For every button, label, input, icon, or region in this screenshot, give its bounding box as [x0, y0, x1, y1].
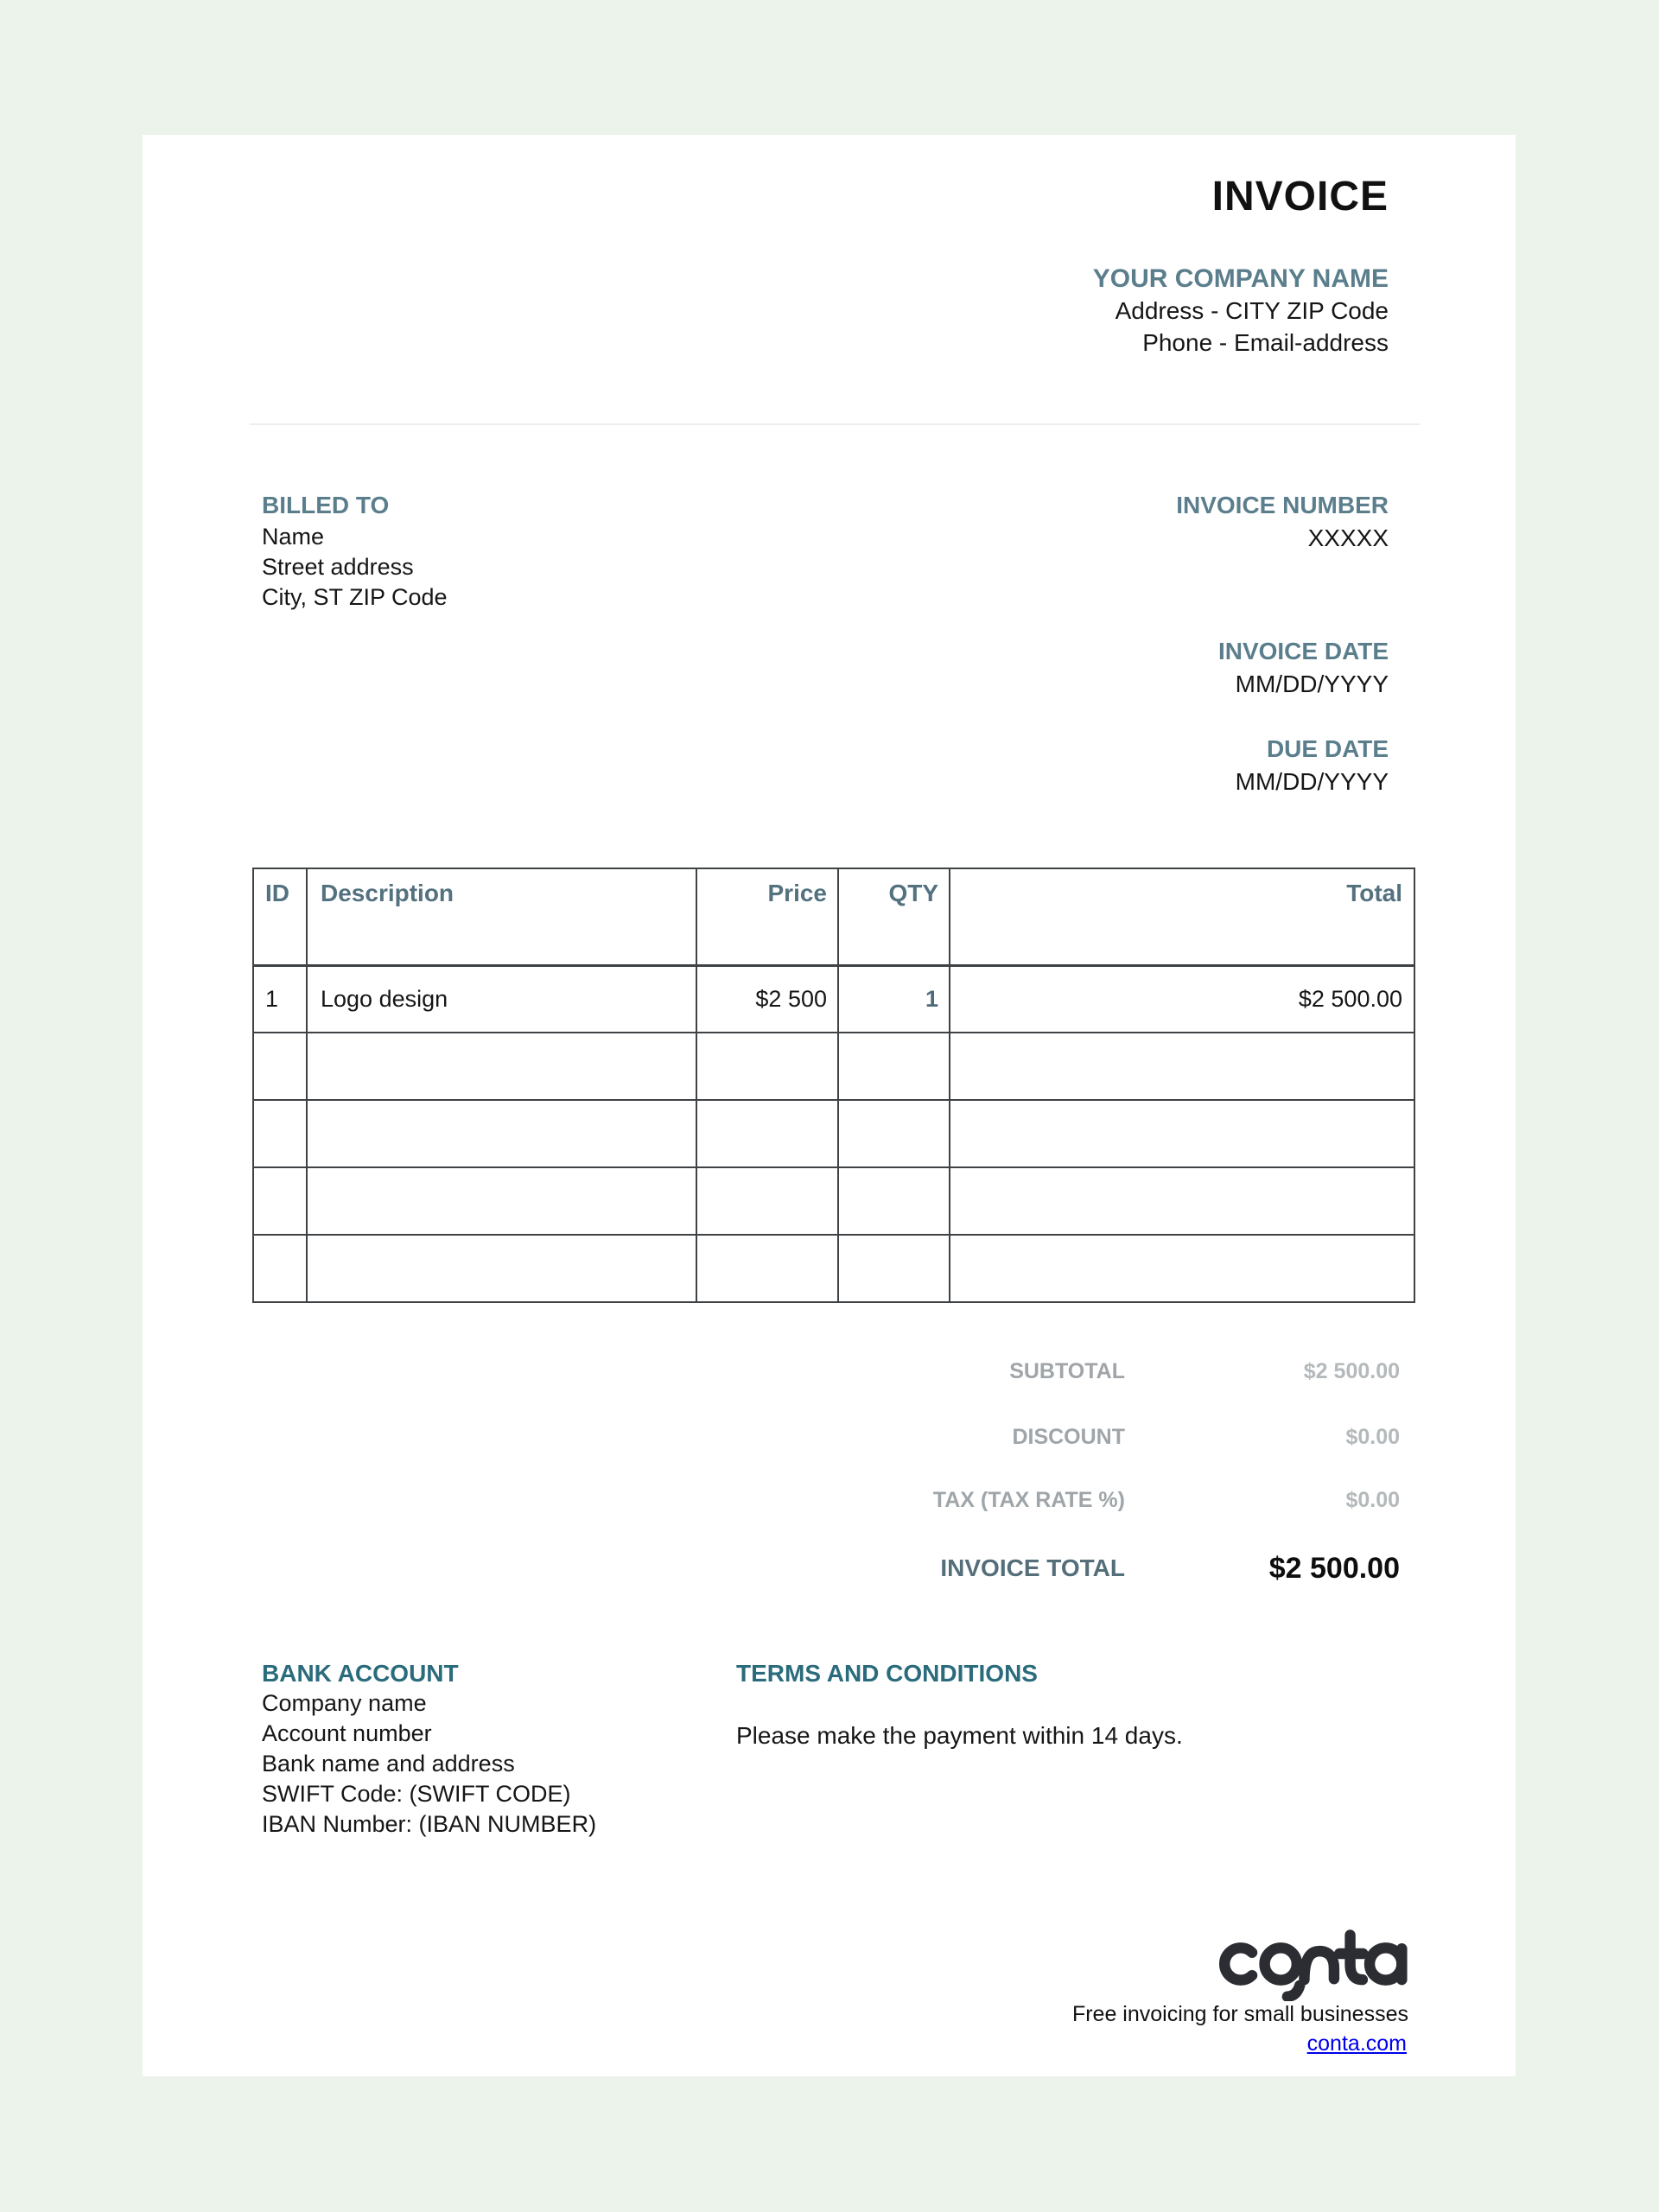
- item-price: [696, 1167, 838, 1235]
- item-total: [950, 1100, 1414, 1167]
- item-id: [253, 1033, 307, 1100]
- bank-iban-number: IBAN Number: (IBAN NUMBER): [262, 1811, 597, 1837]
- conta-logo: [1218, 1925, 1408, 2001]
- terms-text: Please make the payment within 14 days.: [736, 1722, 1183, 1749]
- column-header-price: Price: [696, 868, 838, 965]
- invoice-total-label: INVOICE TOTAL: [940, 1554, 1125, 1581]
- column-header-total: Total: [950, 868, 1414, 965]
- item-price: $2 500: [696, 965, 838, 1033]
- item-id: [253, 1100, 307, 1167]
- item-price: [696, 1235, 838, 1302]
- invoice-total-value: $2 500.00: [1268, 1551, 1400, 1585]
- table-row: [253, 1235, 1414, 1302]
- conta-logo-icon: [1218, 1925, 1408, 2001]
- footer-tagline: Free invoicing for small businesses: [1071, 2002, 1408, 2026]
- item-qty: 1: [838, 965, 950, 1033]
- invoice-date-label: INVOICE DATE: [1217, 638, 1389, 664]
- item-id: [253, 1235, 307, 1302]
- item-total: [950, 1033, 1414, 1100]
- invoice-date-value: MM/DD/YYYY: [1235, 671, 1389, 697]
- bank-account-number: Account number: [262, 1720, 432, 1746]
- invoice-number-value: XXXXX: [1307, 524, 1389, 551]
- item-description: [307, 1167, 696, 1235]
- billed-to-name: Name: [262, 524, 325, 550]
- item-description: [307, 1235, 696, 1302]
- company-address: Address - CITY ZIP Code: [1115, 297, 1389, 324]
- item-description: [307, 1100, 696, 1167]
- discount-value: $0.00: [1345, 1424, 1400, 1449]
- item-total: [950, 1167, 1414, 1235]
- billed-to-block: [262, 489, 448, 613]
- subtotal-label: SUBTOTAL: [1009, 1358, 1125, 1383]
- due-date-label: DUE DATE: [1266, 735, 1389, 762]
- invoice-number-label: INVOICE NUMBER: [1176, 492, 1389, 518]
- company-block: [1093, 263, 1389, 359]
- column-header-description: Description: [307, 868, 696, 965]
- invoice-total-row: [449, 1548, 1400, 1588]
- item-qty: [838, 1100, 950, 1167]
- item-qty: [838, 1235, 950, 1302]
- item-description: [307, 1033, 696, 1100]
- item-qty: [838, 1167, 950, 1235]
- invoice-title: INVOICE: [1211, 174, 1389, 219]
- bank-account-block: [262, 1659, 596, 1840]
- header-divider: [250, 423, 1421, 425]
- billed-to-label: BILLED TO: [262, 492, 390, 518]
- item-description: Logo design: [307, 965, 696, 1033]
- bank-company-name: Company name: [262, 1690, 427, 1716]
- terms-heading: TERMS AND CONDITIONS: [736, 1660, 1038, 1687]
- bank-swift-code: SWIFT Code: (SWIFT CODE): [262, 1781, 571, 1807]
- billed-to-street: Street address: [262, 554, 414, 580]
- items-header-row: [253, 868, 1414, 965]
- tax-label: TAX (TAX RATE %): [932, 1487, 1125, 1512]
- company-contact: Phone - Email-address: [1142, 329, 1389, 356]
- item-qty: [838, 1033, 950, 1100]
- table-row: [253, 1100, 1414, 1167]
- footer-link-wrap: [1307, 2031, 1407, 2056]
- billed-to-city: City, ST ZIP Code: [262, 584, 448, 610]
- column-header-qty: QTY: [838, 868, 950, 965]
- summary-row: [449, 1487, 1400, 1513]
- invoice-date-block: [1218, 635, 1389, 701]
- table-row: [253, 1167, 1414, 1235]
- due-date-value: MM/DD/YYYY: [1235, 768, 1389, 795]
- due-date-block: [1236, 733, 1389, 798]
- bank-name-address: Bank name and address: [262, 1751, 515, 1777]
- subtotal-value: $2 500.00: [1303, 1358, 1400, 1383]
- item-total: $2 500.00: [950, 965, 1414, 1033]
- item-total: [950, 1235, 1414, 1302]
- item-id: 1: [253, 965, 307, 1033]
- tax-value: $0.00: [1345, 1487, 1400, 1512]
- bank-account-heading: BANK ACCOUNT: [262, 1660, 459, 1687]
- items-table: [252, 868, 1415, 1303]
- item-id: [253, 1167, 307, 1235]
- summary-row: [449, 1358, 1400, 1384]
- summary-row: [449, 1424, 1400, 1450]
- conta-link[interactable]: conta.com: [1306, 2031, 1407, 2056]
- company-name: YOUR COMPANY NAME: [1092, 264, 1389, 293]
- invoice-card: [143, 135, 1516, 2076]
- item-price: [696, 1100, 838, 1167]
- table-row: [253, 965, 1414, 1033]
- column-header-id: ID: [253, 868, 307, 965]
- discount-label: DISCOUNT: [1012, 1424, 1125, 1449]
- item-price: [696, 1033, 838, 1100]
- table-row: [253, 1033, 1414, 1100]
- invoice-number-block: [1176, 489, 1389, 555]
